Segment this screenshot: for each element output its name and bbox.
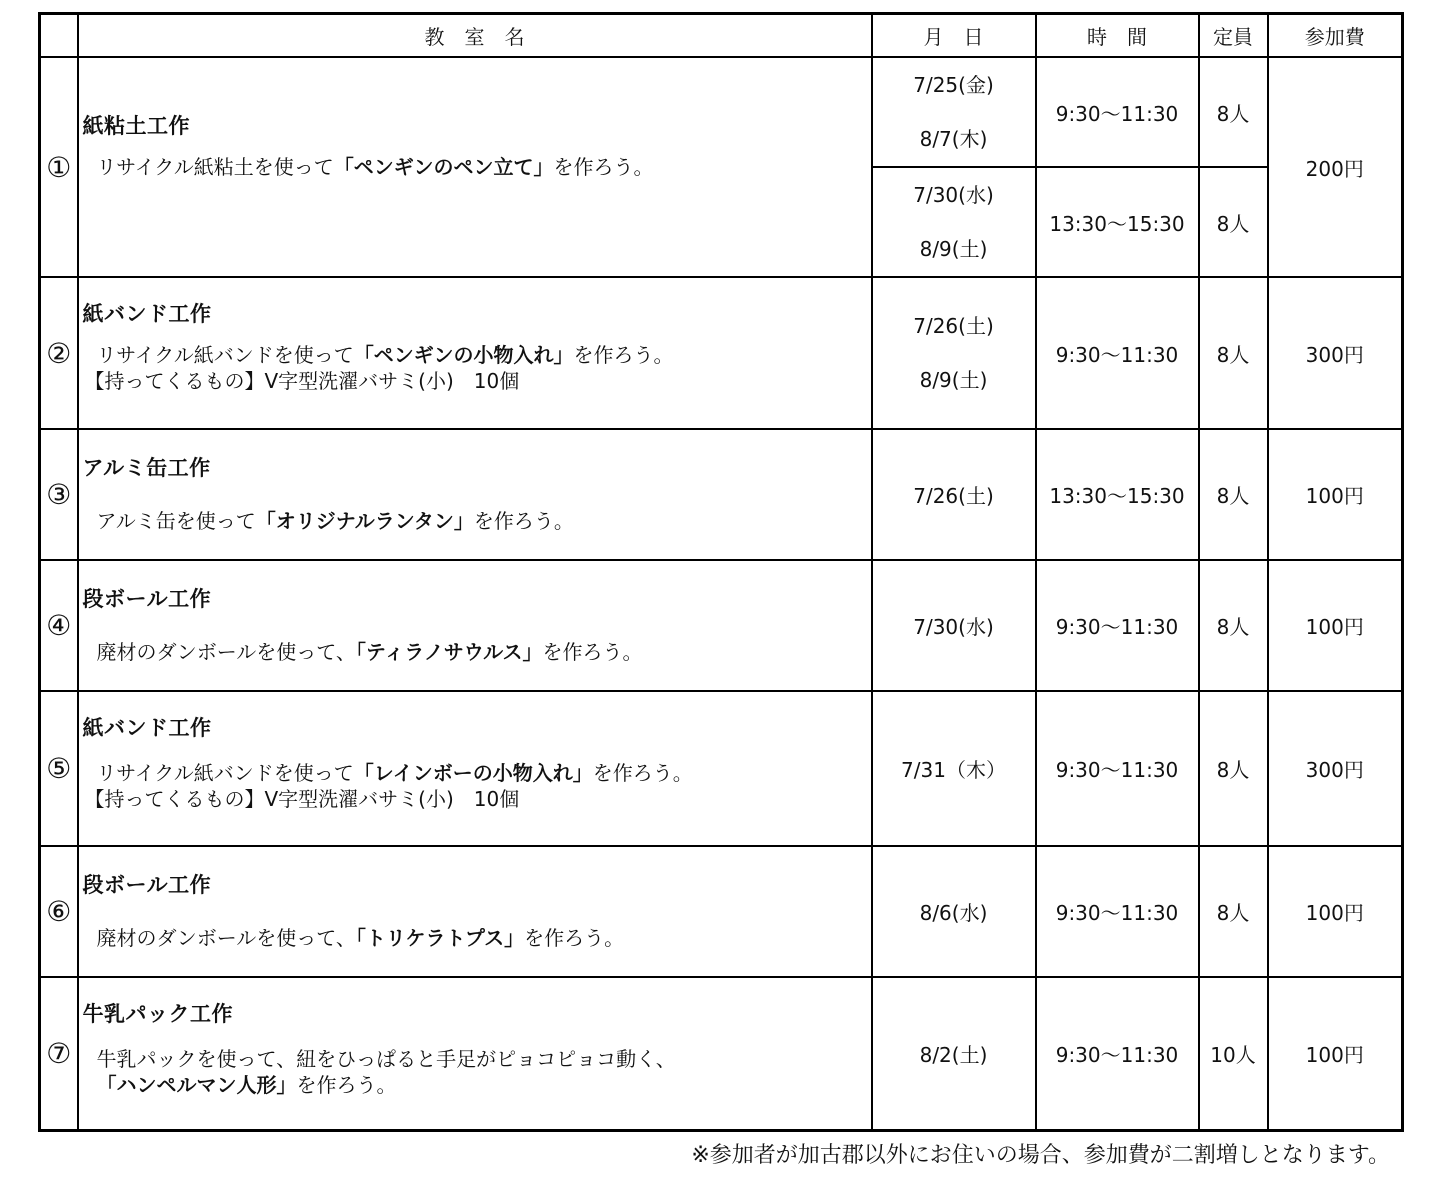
fee-cell: 100円 <box>1268 977 1403 1130</box>
date-cell: 7/26(土) 8/9(土) <box>872 277 1036 429</box>
class-text: 廃材のダンボールを使って、「ティラノサウルス」を作ろう。 <box>96 640 643 664</box>
fee-cell: 100円 <box>1268 560 1403 691</box>
fee-cell: 200円 <box>1268 57 1403 277</box>
header-fee: 参加費 <box>1268 14 1403 58</box>
fee-cell: 100円 <box>1268 846 1403 977</box>
table-row <box>40 560 1403 691</box>
header-date: 月 日 <box>872 14 1036 58</box>
class-text: アルミ缶を使って「オリジナルランタン」を作ろう。 <box>96 509 574 533</box>
fee-cell: 300円 <box>1268 691 1403 846</box>
class-title: 段ボール工作 <box>82 873 212 897</box>
header-capacity: 定員 <box>1199 14 1268 58</box>
table-row <box>40 977 1403 1130</box>
capacity-cell: 8人 <box>1199 167 1268 277</box>
capacity-cell: 8人 <box>1199 57 1268 167</box>
capacity-cell: 10人 <box>1199 977 1268 1130</box>
class-title: 紙バンド工作 <box>82 716 212 740</box>
capacity-cell: 8人 <box>1199 277 1268 429</box>
capacity-cell: 8人 <box>1199 846 1268 977</box>
table-row <box>40 846 1403 977</box>
row-number: ② <box>40 277 78 429</box>
capacity-cell: 8人 <box>1199 560 1268 691</box>
date-cell: 7/30(水) <box>872 560 1036 691</box>
class-title: 紙粘土工作 <box>82 114 190 138</box>
class-title: 紙バンド工作 <box>82 302 212 326</box>
table-row <box>40 277 1403 429</box>
class-description <box>78 977 872 1130</box>
date-cell: 7/31（木） <box>872 691 1036 846</box>
footnote: ※参加者が加古郡以外にお住いの場合、参加費が二割増しとなります。 <box>691 1143 1390 1168</box>
date-cell: 7/25(金) 8/7(木) <box>872 57 1036 167</box>
date-cell: 7/26(土) <box>872 429 1036 560</box>
bring-items: 【持ってくるもの】V字型洗濯バサミ(小) 10個 <box>84 787 520 811</box>
class-text: 牛乳パックを使って、紐をひっぱると手足がピョコピョコ動く、 <box>96 1047 676 1071</box>
class-text: リサイクル紙バンドを使って「ペンギンの小物入れ」を作ろう。 <box>96 343 674 367</box>
time-cell: 9:30〜11:30 <box>1036 560 1199 691</box>
class-title: アルミ缶工作 <box>82 456 211 480</box>
schedule-table <box>38 12 1404 1132</box>
time-cell: 9:30〜11:30 <box>1036 846 1199 977</box>
row-number: ⑦ <box>40 977 78 1130</box>
row-number: ① <box>40 57 78 277</box>
fee-cell: 300円 <box>1268 277 1403 429</box>
header-name: 教 室 名 <box>78 14 872 58</box>
row-number: ⑥ <box>40 846 78 977</box>
row-number: ③ <box>40 429 78 560</box>
capacity-cell: 8人 <box>1199 691 1268 846</box>
class-description <box>78 57 872 277</box>
table-row <box>40 691 1403 846</box>
date-cell: 7/30(水) 8/9(土) <box>872 167 1036 277</box>
class-title: 段ボール工作 <box>82 587 212 611</box>
table-row <box>40 57 1403 167</box>
date-cell: 8/2(土) <box>872 977 1036 1130</box>
time-cell: 9:30〜11:30 <box>1036 977 1199 1130</box>
time-cell: 9:30〜11:30 <box>1036 691 1199 846</box>
class-text: リサイクル紙粘土を使って「ペンギンのペン立て」を作ろう。 <box>96 155 654 179</box>
row-number: ④ <box>40 560 78 691</box>
time-cell: 9:30〜11:30 <box>1036 57 1199 167</box>
class-text: 廃材のダンボールを使って、「トリケラトプス」を作ろう。 <box>96 926 625 950</box>
capacity-cell: 8人 <box>1199 429 1268 560</box>
class-title: 牛乳パック工作 <box>82 1002 233 1026</box>
time-cell: 13:30〜15:30 <box>1036 429 1199 560</box>
time-cell: 13:30〜15:30 <box>1036 167 1199 277</box>
fee-cell: 100円 <box>1268 429 1403 560</box>
table-row <box>40 429 1403 560</box>
time-cell: 9:30〜11:30 <box>1036 277 1199 429</box>
date-cell: 8/6(水) <box>872 846 1036 977</box>
class-description <box>78 277 872 429</box>
row-number: ⑤ <box>40 691 78 846</box>
header-num <box>40 14 78 58</box>
class-text: リサイクル紙バンドを使って「レインボーの小物入れ」を作ろう。 <box>96 761 693 785</box>
header-time: 時 間 <box>1036 14 1199 58</box>
class-text-cont: 「ハンペルマン人形」を作ろう。 <box>96 1073 397 1097</box>
header-row <box>40 14 1403 58</box>
class-description <box>78 691 872 846</box>
class-description <box>78 429 872 560</box>
class-description <box>78 560 872 691</box>
class-description <box>78 846 872 977</box>
bring-items: 【持ってくるもの】V字型洗濯バサミ(小) 10個 <box>84 369 520 393</box>
